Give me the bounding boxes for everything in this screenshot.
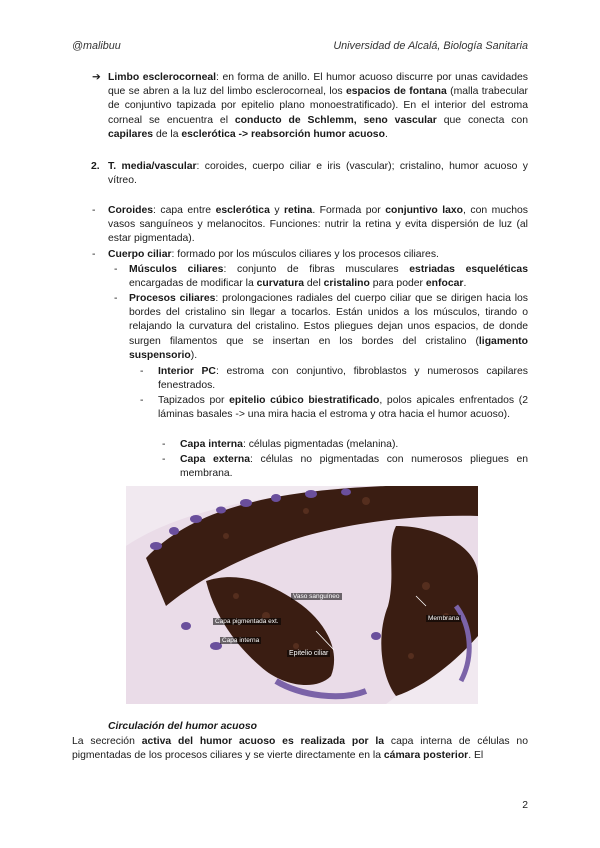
capa-externa-paragraph: Capa externa: células no pigmentadas con numerosos pliegues en membrana. xyxy=(180,454,528,480)
dash-bullet: - xyxy=(114,264,118,275)
interior-title: Interior PC xyxy=(158,366,216,377)
media-paragraph: T. media/vascular: coroides, cuerpo ciliar e iris (vascular); cristalino, humor acuoso y vítreo. xyxy=(108,161,528,187)
figure-label-epitelio: Epitelio ciliar xyxy=(289,650,329,657)
arrow-bullet-icon: ➔ xyxy=(92,72,101,83)
dash-bullet: - xyxy=(140,395,144,406)
dash-bullet: - xyxy=(92,249,96,260)
figure-label-capa-pigmentada: Capa pigmentada ext. xyxy=(215,618,279,625)
section-number: 2. xyxy=(91,161,100,172)
musculos-title: Músculos ciliares xyxy=(129,264,224,275)
dash-bullet: - xyxy=(140,366,144,377)
figure-label-membrana: Membrana xyxy=(428,615,460,622)
cuerpo-title: Cuerpo ciliar xyxy=(108,249,172,260)
procesos-paragraph: Procesos ciliares: prolongaciones radiales del cuerpo ciliar que se dirigen hacia los bordes del cristalino sin llegar a tocarlos. Están unidos a los músculos, tirando o relajando la curvatura del cristalino. Estos pliegues dejan unos espacios, de donde surgen filamentos que se insertan en los bordes del cristalino (ligamento suspensorio). xyxy=(129,293,528,361)
capa-externa-title: Capa externa xyxy=(180,454,250,465)
media-title: T. media/vascular xyxy=(108,161,197,172)
dash-bullet: - xyxy=(92,205,96,216)
capa-interna-paragraph: Capa interna: células pigmentadas (melanina). xyxy=(180,439,399,450)
interior-paragraph: Interior PC: estroma con conjuntivo, fibroblastos y numerosos capilares fenestrados. xyxy=(158,366,528,392)
musculos-paragraph: Músculos ciliares: conjunto de fibras musculares estriadas esqueléticas encargadas de modificar la curvatura del cristalino para poder enfocar. xyxy=(129,264,528,290)
limbo-paragraph: Limbo esclerocorneal: en forma de anillo. El humor acuoso discurre por unas cavidades que se abren a la luz del limbo esclerocorneal, los espacios de fontana (malla trabecular de conjuntivo tapizada por epitelio plano monoestratificado). En el interior del estroma corneal se encuentra el conducto de Schlemm, seno vascular que conecta con capilares de la esclerótica -> reabsorción humor acuoso. xyxy=(108,72,528,140)
header-source: Universidad de Alcalá, Biología Sanitaria xyxy=(333,40,528,52)
limbo-title: Limbo esclerocorneal xyxy=(108,72,217,83)
dash-bullet: - xyxy=(162,439,166,450)
header-author: @malibuu xyxy=(72,40,121,52)
tapizados-paragraph: Tapizados por epitelio cúbico biestratificado, polos apicales enfrentados (2 láminas basales -> una mira hacia el estroma y otra hacia el humor acuoso). xyxy=(158,395,528,421)
ciliary-process-micrograph xyxy=(126,486,478,704)
coroides-title: Coroides xyxy=(108,205,154,216)
coroides-paragraph: Coroides: capa entre esclerótica y retina. Formada por conjuntivo laxo, con muchos vasos sanguíneos y melanocitos. Funciones: nutrir la retina y evita dispersión de luz (al estar pigmentada). xyxy=(108,205,528,245)
figure-label-capa-interna: Capa interna xyxy=(222,637,260,644)
page-number: 2 xyxy=(522,800,528,811)
dash-bullet: - xyxy=(114,293,118,304)
capa-interna-title: Capa interna xyxy=(180,439,243,450)
figure-label-vaso: Vaso sanguíneo xyxy=(293,593,340,600)
circulacion-paragraph: La secreción activa del humor acuoso es realizada por la capa interna de células no pigmentadas de los procesos ciliares y se vierte directamente en la cámara posterior. El xyxy=(72,736,528,762)
procesos-title: Procesos ciliares xyxy=(129,293,216,304)
cuerpo-paragraph: Cuerpo ciliar: formado por los músculos ciliares y los procesos ciliares. xyxy=(108,249,439,260)
circulacion-heading: Circulación del humor acuoso xyxy=(108,721,257,732)
dash-bullet: - xyxy=(162,454,166,465)
